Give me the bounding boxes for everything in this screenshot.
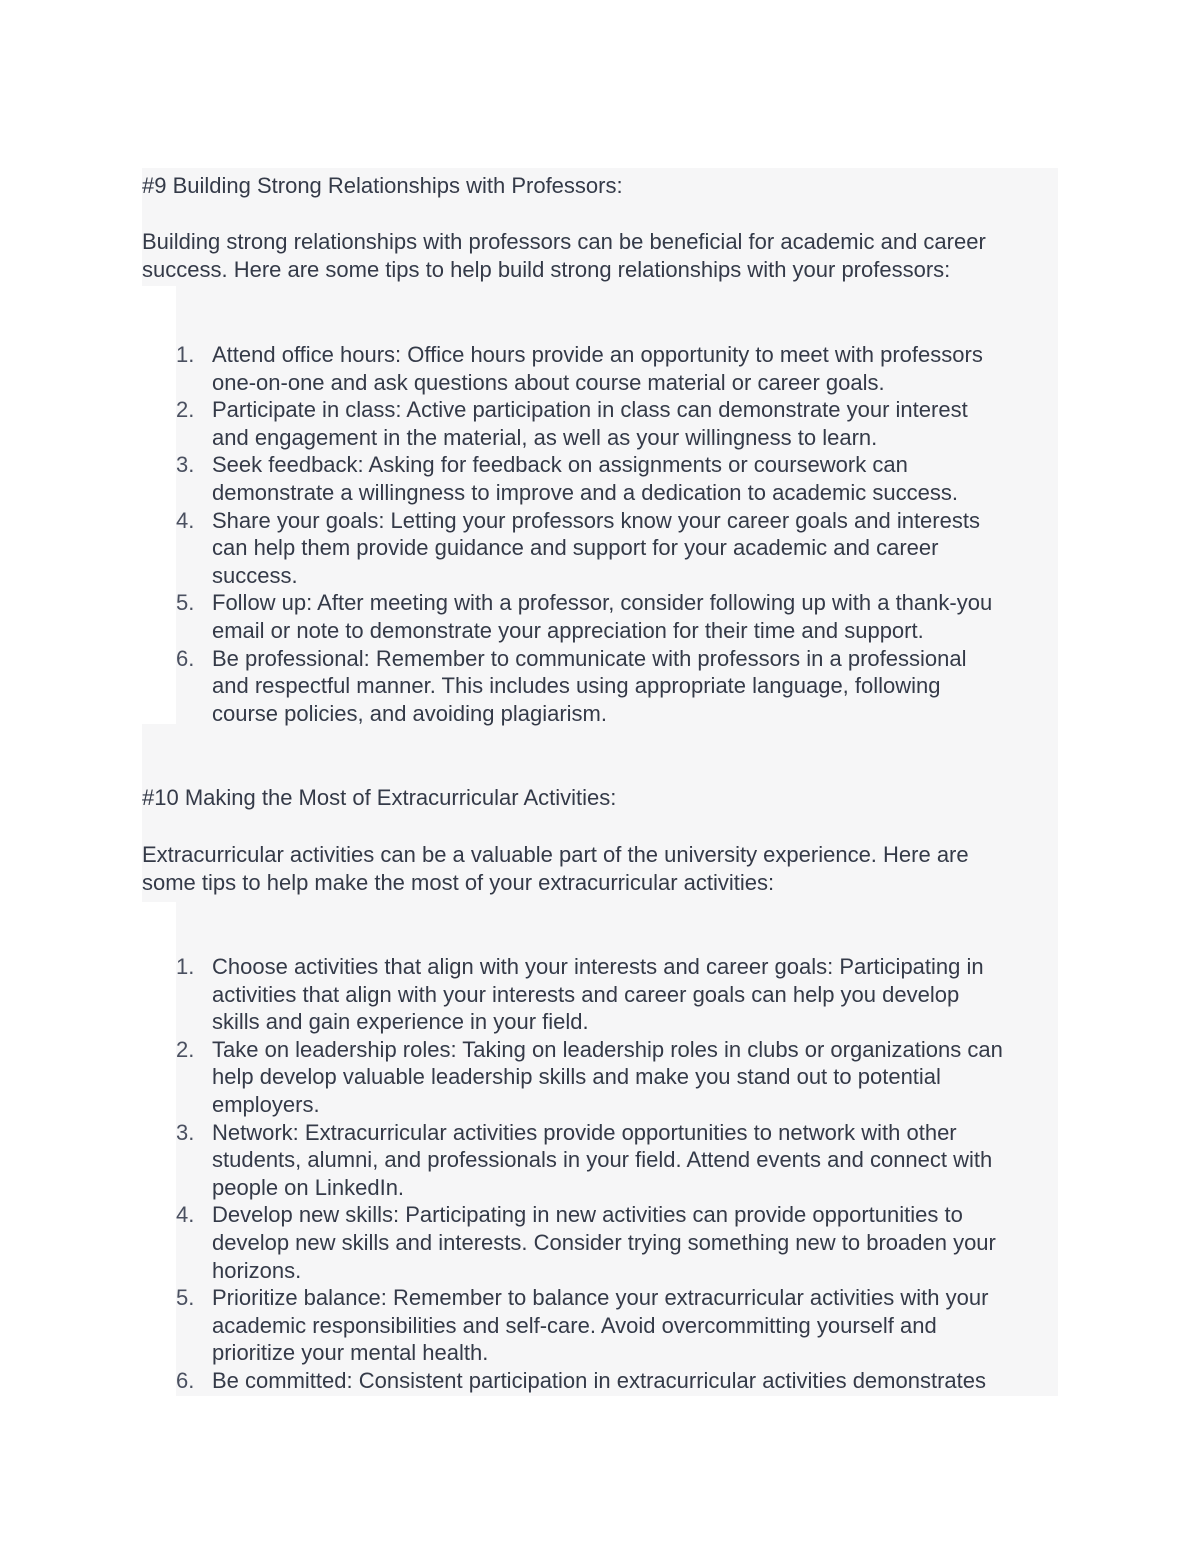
list-item-text: Develop new skills: Participating in new activities can provide opportunities to bbox=[212, 1202, 963, 1228]
list-item bbox=[142, 1367, 1003, 1395]
section-heading-10: #10 Making the Most of Extracurricular Activities: bbox=[142, 785, 617, 810]
list-number: 1. bbox=[176, 342, 195, 367]
list-item bbox=[142, 645, 992, 728]
list-item-text: Be committed: Consistent participation in extracurricular activities demonstrates bbox=[212, 1367, 986, 1393]
section-intro-9 bbox=[142, 228, 986, 283]
list-item-text: help develop valuable leadership skills and make you stand out to potential bbox=[212, 1064, 941, 1090]
list-number: 3. bbox=[176, 452, 195, 478]
list-item-text: horizons. bbox=[212, 1257, 302, 1283]
intro-line: some tips to help make the most of your extracurricular activities: bbox=[142, 869, 775, 895]
list-number: 4. bbox=[176, 1202, 195, 1228]
list-item bbox=[142, 341, 992, 396]
list-item bbox=[142, 507, 992, 590]
list-item-text: Take on leadership roles: Taking on leadership roles in clubs or organizations can bbox=[212, 1036, 1003, 1062]
list-item bbox=[142, 1284, 1003, 1367]
list-item bbox=[142, 589, 992, 644]
list-item bbox=[142, 451, 992, 506]
list-number: 5. bbox=[176, 1285, 195, 1311]
tips-list-10 bbox=[142, 953, 1003, 1395]
list-item-text: skills and gain experience in your field. bbox=[212, 1009, 589, 1035]
intro-line: success. Here are some tips to help build strong relationships with your professors: bbox=[142, 256, 951, 282]
list-item-text: one-on-one and ask questions about course material or career goals. bbox=[212, 369, 885, 395]
list-item-text: demonstrate a willingness to improve and a dedication to academic success. bbox=[212, 479, 958, 505]
list-item-text: activities that align with your interests and career goals can help you develop bbox=[212, 981, 960, 1007]
list-number: 3. bbox=[176, 1119, 195, 1145]
list-item-text: employers. bbox=[212, 1091, 320, 1117]
intro-line: Extracurricular activities can be a valuable part of the university experience. Here are bbox=[142, 842, 969, 867]
section-intro-10 bbox=[142, 841, 969, 896]
list-item-text: people on LinkedIn. bbox=[212, 1174, 405, 1200]
list-number: 2. bbox=[176, 397, 195, 423]
list-item-text: develop new skills and interests. Consider trying something new to broaden your bbox=[212, 1229, 996, 1255]
tips-list-9 bbox=[142, 341, 992, 727]
list-item-text: Network: Extracurricular activities provide opportunities to network with other bbox=[212, 1119, 957, 1145]
list-item-text: and engagement in the material, as well as your willingness to learn. bbox=[212, 424, 878, 450]
list-item-text: prioritize your mental health. bbox=[212, 1340, 489, 1366]
list-item bbox=[142, 1201, 1003, 1284]
list-item-text: Participate in class: Active participation in class can demonstrate your interest bbox=[212, 397, 968, 423]
list-item-text: students, alumni, and professionals in your field. Attend events and connect with bbox=[212, 1147, 993, 1173]
list-number: 5. bbox=[176, 590, 195, 616]
list-number: 1. bbox=[176, 954, 195, 979]
list-item-text: academic responsibilities and self-care. Avoid overcommitting yourself and bbox=[212, 1312, 937, 1338]
list-number: 6. bbox=[176, 645, 195, 671]
list-item-text: success. bbox=[212, 562, 298, 588]
list-item-text: email or note to demonstrate your appreciation for their time and support. bbox=[212, 617, 924, 643]
list-number: 2. bbox=[176, 1036, 195, 1062]
list-item-text: Choose activities that align with your interests and career goals: Participating in bbox=[212, 954, 984, 979]
list-item bbox=[142, 396, 992, 451]
list-item-text: Prioritize balance: Remember to balance your extracurricular activities with your bbox=[212, 1285, 989, 1311]
intro-line: Building strong relationships with professors can be beneficial for academic and career bbox=[142, 229, 986, 254]
list-item-text: course policies, and avoiding plagiarism. bbox=[212, 700, 607, 726]
list-item-text: Be professional: Remember to communicate with professors in a professional bbox=[212, 645, 967, 671]
list-number: 4. bbox=[176, 507, 195, 533]
list-item-text: Attend office hours: Office hours provide an opportunity to meet with professors bbox=[212, 342, 983, 367]
list-item bbox=[142, 1119, 1003, 1202]
list-item-text: Seek feedback: Asking for feedback on assignments or coursework can bbox=[212, 452, 908, 478]
list-item bbox=[142, 953, 1003, 1036]
list-item bbox=[142, 1036, 1003, 1119]
list-item-text: and respectful manner. This includes using appropriate language, following bbox=[212, 673, 941, 699]
list-item-text: can help them provide guidance and support for your academic and career bbox=[212, 535, 939, 561]
section-heading-9: #9 Building Strong Relationships with Professors: bbox=[142, 173, 623, 198]
list-item-text: Follow up: After meeting with a professor, consider following up with a thank-you bbox=[212, 590, 993, 616]
list-number: 6. bbox=[176, 1367, 195, 1393]
list-item-text: Share your goals: Letting your professors know your career goals and interests bbox=[212, 507, 980, 533]
